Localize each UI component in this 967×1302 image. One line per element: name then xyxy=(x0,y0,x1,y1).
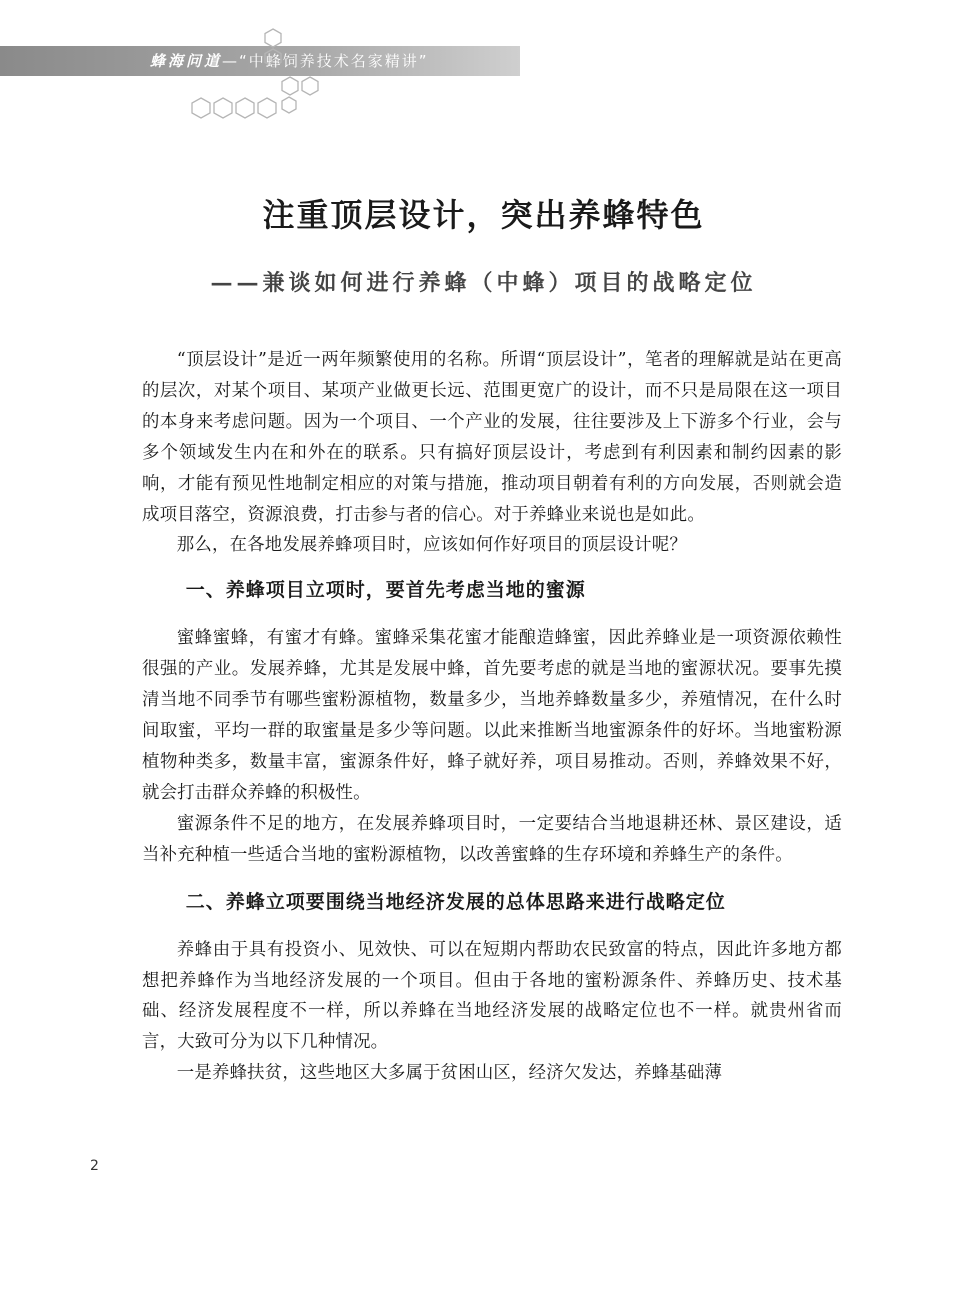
header-dash: — xyxy=(222,52,240,70)
running-header xyxy=(150,48,429,74)
article-body xyxy=(142,345,842,1089)
page-number: 2 xyxy=(90,1158,99,1174)
paragraph-poverty-relief: 一是养蜂扶贫，这些地区大多属于贫困山区，经济欠发达，养蜂基础薄 xyxy=(176,1063,723,1084)
section-heading-1: 一、养蜂项目立项时，要首先考虑当地的蜜源 xyxy=(185,579,586,602)
series-brand: 蜂海问道 xyxy=(150,52,223,70)
article-subtitle: ——兼谈如何进行养蜂（中蜂）项目的战略定位 xyxy=(210,270,757,296)
paragraph-nectar-sources: 蜜蜂蜜蜂，有蜜才有蜂。蜜蜂采集花蜜才能酿造蜂蜜，因此养蜂业是一项资源依赖性很强的产业。发展养蜂，尤其是发展中蜂，首先要考虑的就是当地的蜜源状况。要事先摸清当地不同季节有哪些蜜粉源植物，数量多少，当地养蜂数量多少，养殖情况，在什么时间取蜜，平均一群的取蜜量是多少等问题。以此来推断当地蜜源条件的好坏。当地蜜粉源植物种类多，数量丰富，蜜源条件好，蜂子就好养，项目易推动。否则，养蜂效果不好，就会打击群众养蜂的积极性。 xyxy=(142,628,842,803)
series-name: “中蜂饲养技术名家精讲” xyxy=(239,52,429,70)
paragraph-nectar-shortage: 蜜源条件不足的地方，在发展养蜂项目时，一定要结合当地退耕还林、景区建设，适当补充种植一些适合当地的蜜粉源植物，以改善蜜蜂的生存环境和养蜂生产的条件。 xyxy=(142,813,842,865)
paragraph-question: 那么，在各地发展养蜂项目时，应该如何作好项目的顶层设计呢？ xyxy=(176,535,687,556)
section-heading-2: 二、养蜂立项要围绕当地经济发展的总体思路来进行战略定位 xyxy=(185,890,726,913)
paragraph-intro: “顶层设计”是近一两年频繁使用的名称。所谓“顶层设计”，笔者的理解就是站在更高的层次，对某个项目、某项产业做更长远、范围更宽广的设计，而不只是局限在这一项目的本身来考虑问题。因为一个项目、一个产业的发展，往往要涉及上下游多个行业，会与多个领域发生内在和外在的联系。只有搞好顶层设计，考虑到有利因素和制约因素的影响，才能有预见性地制定相应的对策与措施，推动项目朝着有利的方向发展，否则就会造成项目落空，资源浪费，打击参与者的信心。对于养蜂业来说也是如此。 xyxy=(142,350,842,525)
paragraph-strategy: 养蜂由于具有投资小、见效快、可以在短期内帮助农民致富的特点，因此许多地方都想把养蜂作为当地经济发展的一个项目。但由于各地的蜜粉源条件、养蜂历史、技术基础、经济发展程度不一样，所以养蜂在当地经济发展的战略定位也不一样。就贵州省而言，大致可分为以下几种情况。 xyxy=(142,939,842,1053)
honeycomb-decoration-icon xyxy=(185,25,335,125)
article-title: 注重顶层设计，突出养蜂特色 xyxy=(262,196,705,234)
